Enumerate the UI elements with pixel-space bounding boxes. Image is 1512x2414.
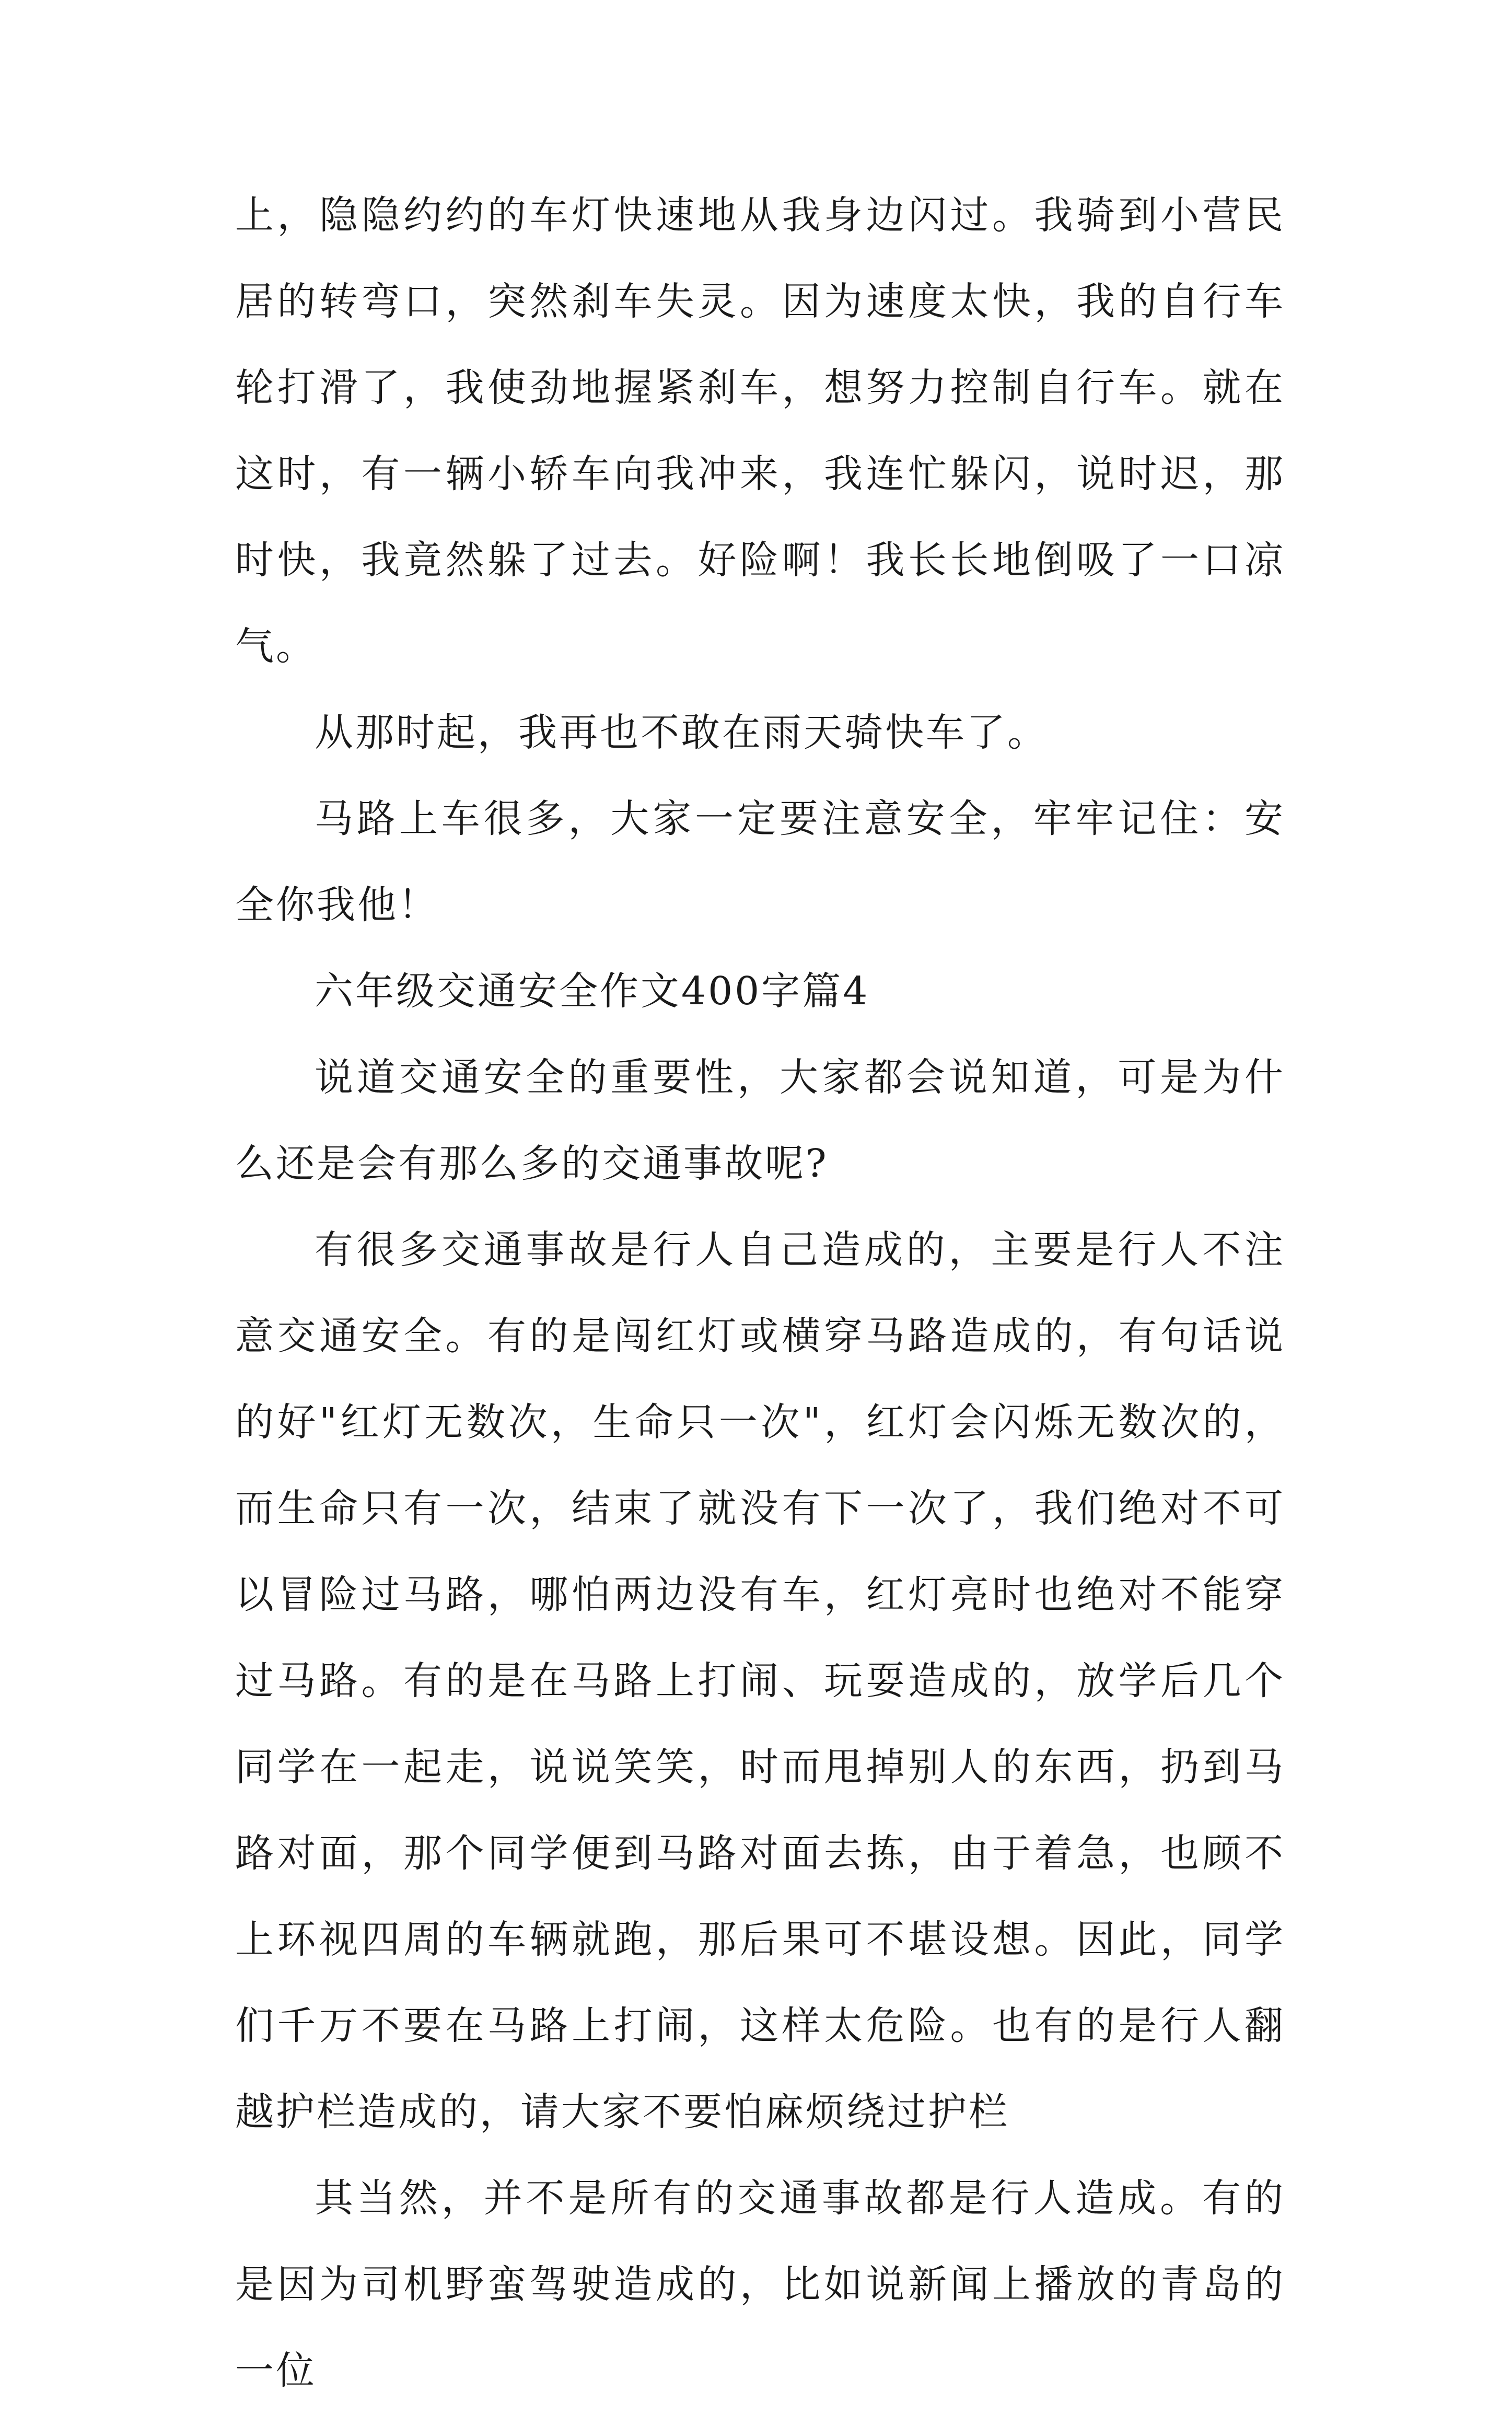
paragraph-4: 说道交通安全的重要性，大家都会说知道，可是为什么还是会有那么多的交通事故呢? bbox=[235, 1055, 1285, 1186]
paragraph-5: 有很多交通事故是行人自己造成的，主要是行人不注意交通安全。有的是闯红灯或横穿马路造成的，有句话说的好"红灯无数次，生命只一次"，红灯会闪烁无数次的，而生命只有一次，结束了就没有下一次了，我们绝对不可以冒险过马路，哪怕两边没有车，红灯亮时也绝对不能穿过马路。有的是在马路上打闹、玩耍造成的，放学后几个同学在一起走，说说笑笑，时而甩掉别人的东西，扔到马路对面，那个同学便到马路对面去拣，由于着急，也顾不上环视四周的车辆就跑，那后果可不堪设想。因此，同学们千万不要在马路上打闹，这样太危险。也有的是行人翻越护栏造成的，请大家不要怕麻烦绕过护栏 bbox=[235, 1227, 1285, 2134]
paragraph-2: 从那时起，我再也不敢在雨天骑快车了。 bbox=[315, 710, 1048, 755]
paragraph-3: 马路上车很多，大家一定要注意安全，牢牢记住：安全你我他！ bbox=[235, 796, 1285, 927]
section-heading: 六年级交通安全作文400字篇4 bbox=[315, 969, 870, 1014]
document-body bbox=[235, 172, 1285, 2414]
paragraph-6: 其当然，并不是所有的交通事故都是行人造成。有的是因为司机野蛮驾驶造成的，比如说新闻上播放的青岛的一位 bbox=[235, 2176, 1285, 2393]
paragraph-1: 上，隐隐约约的车灯快速地从我身边闪过。我骑到小营民居的转弯口，突然刹车失灵。因为速度太快，我的自行车轮打滑了，我使劲地握紧刹车，想努力控制自行车。就在这时，有一辆小轿车向我冲来，我连忙躲闪，说时迟，那时快，我竟然躲了过去。好险啊！我长长地倒吸了一口凉气。 bbox=[235, 193, 1285, 669]
